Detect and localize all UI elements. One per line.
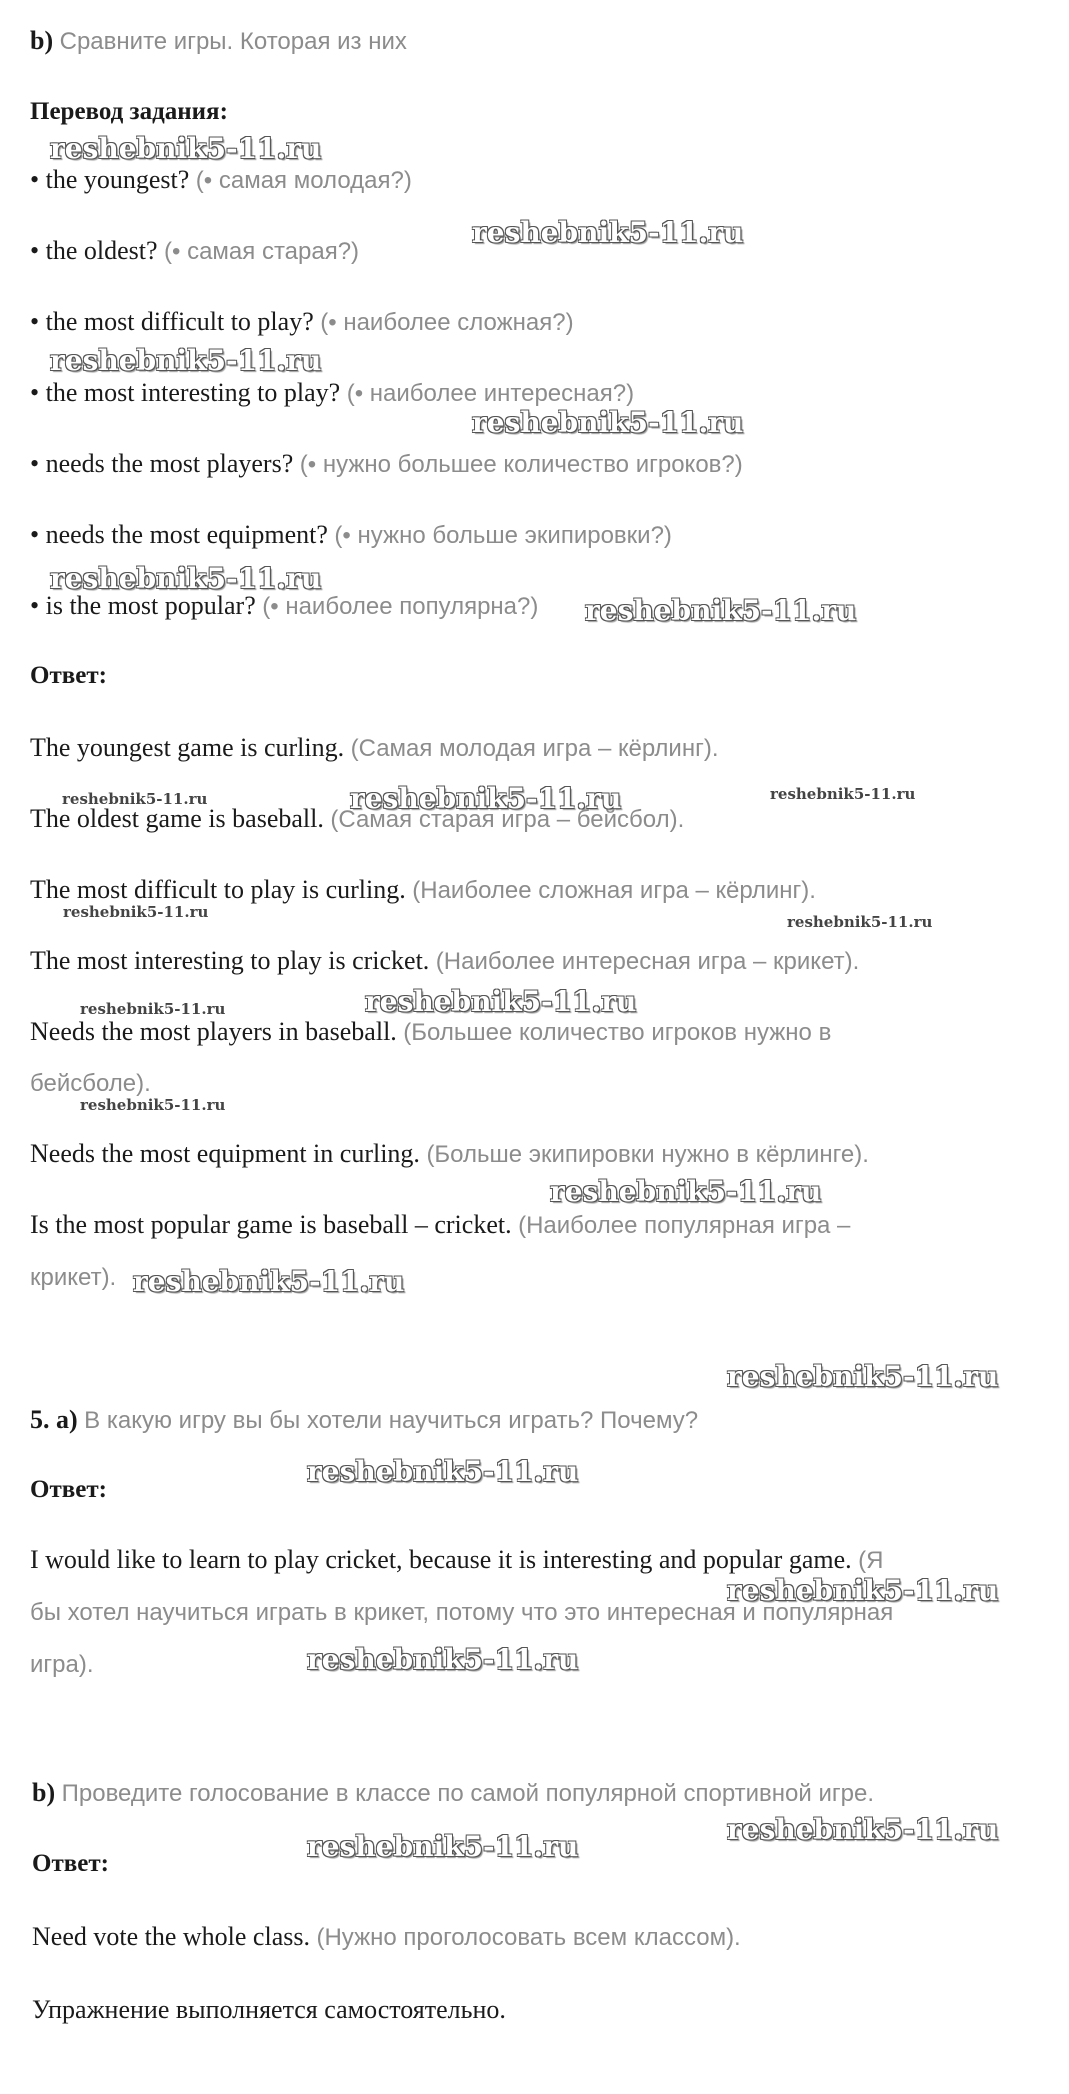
question-en: • needs the most equipment? xyxy=(30,520,328,549)
section-b-label: b) xyxy=(30,26,54,55)
question-en: • needs the most players? xyxy=(30,449,294,478)
answer-en: Need vote the whole class. xyxy=(32,1922,310,1951)
question-en: • the youngest? xyxy=(30,165,190,194)
section-5a-prompt: В какую игру вы бы хотели научиться играть? Почему? xyxy=(84,1407,699,1434)
question-ru: (• нужно большее количество игроков?) xyxy=(299,451,743,478)
watermark: reshebnik5-11.ru xyxy=(80,1000,226,1018)
answer-ru: (Наиболее интересная игра – крикет). xyxy=(435,948,860,975)
watermark: reshebnik5-11.ru xyxy=(62,790,208,808)
answer-ru: (Самая молодая игра – кёрлинг). xyxy=(350,735,719,762)
question-ru: (• нужно больше экипировки?) xyxy=(334,522,672,549)
question-ru: (• самая молодая?) xyxy=(195,167,412,194)
answer-ru-continuation: крикет). xyxy=(30,1264,117,1291)
answer-ru: (Самая старая игра – бейсбол). xyxy=(330,806,685,833)
answer-en: The most interesting to play is cricket. xyxy=(30,946,430,975)
question-ru: (• самая старая?) xyxy=(164,238,360,265)
answer-item xyxy=(30,1015,831,1050)
watermark: reshebnik5-11.ru xyxy=(80,1096,226,1114)
section-5a-label: 5. а) xyxy=(30,1405,78,1434)
answer-ru: (Наиболее популярная игра – xyxy=(518,1212,851,1239)
answer-ru-continuation: бы хотел научиться играть в крикет, потому что это интересная и популярная xyxy=(30,1599,894,1626)
watermark: reshebnik5-11.ru xyxy=(472,406,744,439)
question-en: • is the most popular? xyxy=(30,591,256,620)
question-ru: (• наиболее популярна?) xyxy=(262,593,539,620)
answer-item xyxy=(30,731,718,766)
watermark: reshebnik5-11.ru xyxy=(50,344,322,377)
translation-heading: Перевод задания: xyxy=(30,98,228,125)
answer-heading: Ответ: xyxy=(30,1476,107,1503)
question-item xyxy=(30,447,743,482)
section-5a-answer xyxy=(30,1543,883,1578)
watermark: reshebnik5-11.ru xyxy=(133,1265,405,1298)
question-en: • the oldest? xyxy=(30,236,158,265)
section-5a-heading xyxy=(30,1403,698,1438)
watermark: reshebnik5-11.ru xyxy=(787,913,933,931)
question-ru: (• наиболее интересная?) xyxy=(346,380,635,407)
watermark: reshebnik5-11.ru xyxy=(307,1643,579,1676)
watermark: reshebnik5-11.ru xyxy=(365,985,637,1018)
answer-ru: (Большее количество игроков нужно в xyxy=(403,1019,832,1046)
watermark: reshebnik5-11.ru xyxy=(550,1175,822,1208)
section-5b-label: b) xyxy=(32,1778,56,1807)
question-ru: (• наиболее сложная?) xyxy=(320,309,574,336)
watermark: reshebnik5-11.ru xyxy=(307,1830,579,1863)
section-5b-answer xyxy=(32,1920,741,1955)
question-item xyxy=(30,163,412,198)
watermark: reshebnik5-11.ru xyxy=(350,782,622,815)
answer-ru: (Нужно проголосовать всем классом). xyxy=(316,1924,741,1951)
watermark: reshebnik5-11.ru xyxy=(472,216,744,249)
answer-ru: (Наиболее сложная игра – кёрлинг). xyxy=(412,877,816,904)
section-b-prompt: Сравните игры. Которая из них xyxy=(59,28,407,55)
answer-en: Needs the most equipment in curling. xyxy=(30,1139,420,1168)
answer-en: The oldest game is baseball. xyxy=(30,804,324,833)
answer-heading: Ответ: xyxy=(30,662,107,689)
answer-item xyxy=(30,1208,850,1243)
answer-en: Is the most popular game is baseball – cricket. xyxy=(30,1210,512,1239)
answer-item xyxy=(30,1137,869,1172)
answer-ru: (Больше экипировки нужно в кёрлинге). xyxy=(426,1141,869,1168)
question-item xyxy=(30,518,672,553)
question-item xyxy=(30,305,574,340)
watermark: reshebnik5-11.ru xyxy=(727,1813,999,1846)
answer-item xyxy=(30,944,859,979)
watermark: reshebnik5-11.ru xyxy=(585,594,857,627)
watermark: reshebnik5-11.ru xyxy=(727,1360,999,1393)
exercise-note: Упражнение выполняется самостоятельно. xyxy=(32,1995,506,2024)
watermark: reshebnik5-11.ru xyxy=(50,132,322,165)
answer-en: I would like to learn to play cricket, because it is interesting and popular game. xyxy=(30,1545,852,1574)
question-item xyxy=(30,234,359,269)
answer-ru-continuation: игра). xyxy=(30,1651,94,1678)
answer-ru: (Я xyxy=(858,1547,884,1574)
question-en: • the most difficult to play? xyxy=(30,307,314,336)
answer-ru-continuation: бейсболе). xyxy=(30,1070,151,1097)
watermark: reshebnik5-11.ru xyxy=(63,903,209,921)
watermark: reshebnik5-11.ru xyxy=(727,1574,999,1607)
watermark: reshebnik5-11.ru xyxy=(307,1455,579,1488)
section-5b-prompt: Проведите голосование в классе по самой популярной спортивной игре. xyxy=(61,1780,874,1807)
watermark: reshebnik5-11.ru xyxy=(770,785,916,803)
answer-en: The most difficult to play is curling. xyxy=(30,875,406,904)
answer-en: Needs the most players in baseball. xyxy=(30,1017,397,1046)
section-5b-heading xyxy=(32,1776,874,1811)
section-b-heading xyxy=(30,24,407,59)
answer-en: The youngest game is curling. xyxy=(30,733,345,762)
answer-heading: Ответ: xyxy=(32,1850,109,1877)
question-en: • the most interesting to play? xyxy=(30,378,341,407)
watermark: reshebnik5-11.ru xyxy=(50,562,322,595)
